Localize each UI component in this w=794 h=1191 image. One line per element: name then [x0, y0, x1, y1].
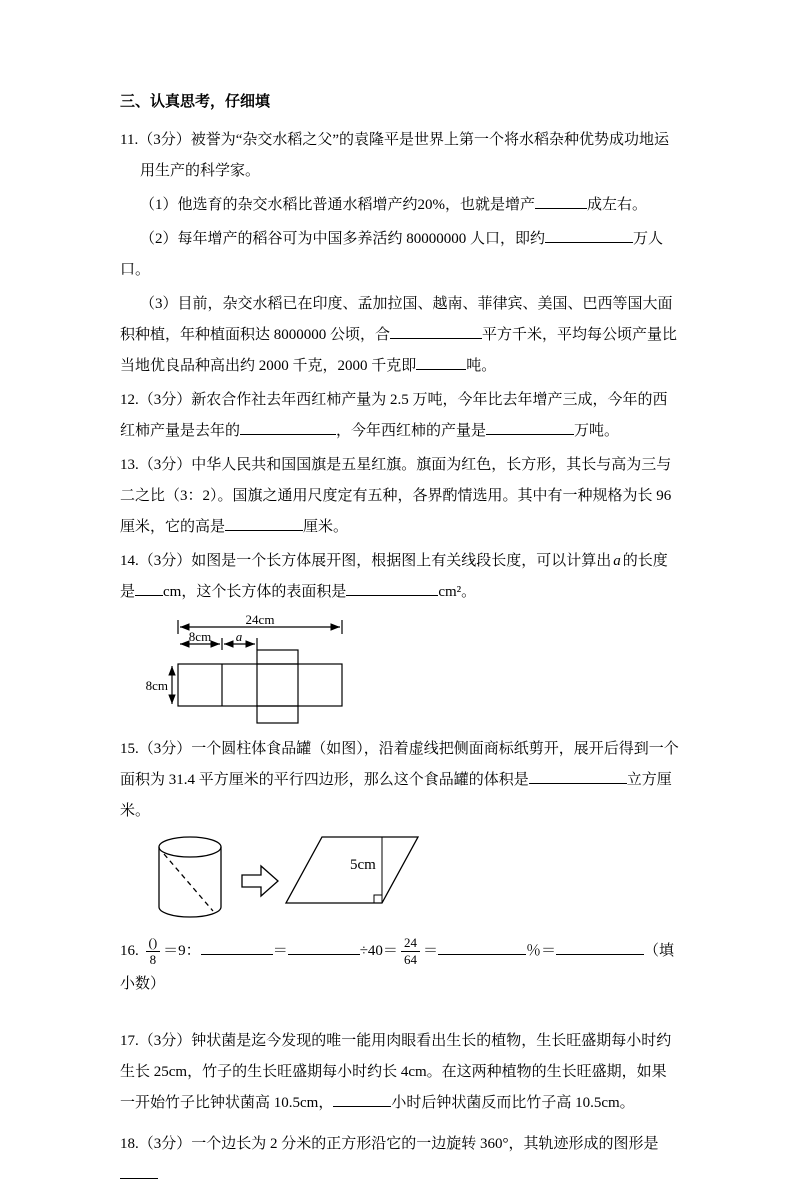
answer-blank	[135, 581, 163, 596]
question-13-text: 中华人民共和国国旗是五星红旗。旗面为红色，长方形，其长与高为三与二之比（3：2）。国旗之通用尺度定有五种，各界酌情选用。其中有一种规格为长 96 厘米，它的高是	[120, 457, 672, 535]
answer-blank	[346, 581, 438, 596]
question-12-text: 新农合作社去年西红柿产量为 2.5 万吨，今年比去年增产三成，今年的西红柿产量是去年的	[120, 392, 668, 439]
question-18-number: 18.（3分）	[120, 1135, 192, 1152]
cylinder-figure	[150, 831, 428, 931]
question-17-line	[120, 1026, 680, 1119]
question-11-sub3-mid: 平方千米，平均每公顷产量比当地优良品种高出约 2000 千克，2000 千克即	[120, 327, 678, 374]
dim-label-8cm-top: 8cm	[188, 629, 212, 644]
question-14-line	[120, 546, 680, 608]
question-12-tail: 万吨。	[574, 423, 620, 439]
answer-blank	[545, 228, 633, 243]
question-14-tail: cm²。	[438, 584, 477, 600]
q16-equals-1: ＝9：	[163, 943, 201, 960]
question-14-text: 如图是一个长方体展开图，根据图上有关线段长度，可以计算出	[191, 553, 612, 569]
question-13	[120, 450, 680, 543]
question-11-sub3	[120, 289, 680, 382]
question-14-mid2: cm，这个长方体的表面积是	[163, 584, 347, 600]
cylinder	[159, 837, 221, 917]
dim-label-24cm: 24cm	[245, 612, 275, 627]
question-15	[120, 734, 680, 931]
fraction-numerator: 24	[401, 935, 420, 952]
q16-divide-40: ÷40＝	[359, 943, 398, 960]
answer-blank	[416, 355, 466, 370]
answer-blank	[333, 1092, 391, 1107]
question-11-sub2	[120, 224, 680, 286]
box-net-figure	[138, 614, 354, 726]
question-11	[120, 125, 680, 382]
cut-dashed-line	[164, 854, 213, 911]
answer-blank	[529, 769, 627, 784]
question-16	[120, 935, 680, 1000]
question-12-mid: ，今年西红柿的产量是	[336, 423, 487, 439]
question-17-number: 17.（3分）	[120, 1032, 192, 1049]
question-16-number: 16.	[120, 943, 139, 960]
question-15-number: 15.（3分）	[120, 741, 192, 757]
q16-equals-3: ＝	[422, 943, 438, 960]
answer-blank	[240, 420, 336, 435]
question-15-text: 一个圆柱体食品罐（如图），沿着虚线把侧面商标纸剪开，展开后得到一个面积为 31.4 平方厘米的平行四边形，那么这个食品罐的体积是	[120, 741, 679, 788]
answer-blank	[201, 940, 273, 955]
question-12-number: 12.（3分）	[120, 392, 192, 408]
question-11-intro: 被誉为“杂交水稻之父”的袁隆平是世界上第一个将水稻杂种优势成功地运用生产的科学家。	[140, 132, 670, 179]
question-14-number: 14.（3分）	[120, 553, 192, 569]
fraction-24-over-64	[401, 935, 420, 969]
question-11-number: 11.（3分）	[120, 132, 191, 148]
question-18	[120, 1129, 680, 1191]
right-arrow-icon	[242, 866, 278, 896]
question-13-tail: 厘米。	[303, 519, 349, 535]
q16-percent-equals: ％＝	[525, 943, 556, 960]
fraction-numerator: ()	[146, 935, 161, 952]
answer-blank	[225, 516, 303, 531]
answer-blank	[390, 324, 482, 339]
fraction-denominator: 64	[403, 952, 417, 968]
dim-label-a: a	[235, 629, 243, 644]
question-11-sub2-text: （2）每年增产的稻谷可为中国多养活约 80000000 人口，即约	[140, 231, 546, 247]
right-angle-mark	[374, 895, 382, 903]
answer-blank	[438, 940, 526, 955]
answer-blank	[288, 940, 360, 955]
question-11-sub2-tail: 万人口。	[120, 231, 664, 278]
answer-blank	[556, 940, 644, 955]
question-11-sub1-tail: 成左右。	[587, 197, 648, 213]
answer-blank	[535, 194, 587, 209]
question-11-sub1-text: （1）他选育的杂交水稻比普通水稻增产约20%，也就是增产	[140, 197, 535, 213]
question-16-line	[120, 935, 680, 1000]
question-18-text: 一个边长为 2 分米的正方形沿它的一边旋转 360°，其轨迹形成的图形是	[191, 1135, 659, 1152]
question-17-tail: 小时后钟状菌反而比竹子高 10.5cm。	[391, 1094, 635, 1111]
question-14-mid1: 的长度是	[120, 553, 668, 600]
fraction-denominator: 8	[149, 952, 157, 968]
question-12	[120, 385, 680, 447]
fraction-blank-over-8	[146, 935, 161, 969]
section-header: 三、认真思考，仔细填	[120, 93, 271, 110]
q16-equals-2: ＝	[272, 943, 288, 960]
answer-blank	[120, 1164, 158, 1179]
question-17-text: 钟状菌是迄今发现的唯一能用肉眼看出生长的植物，生长旺盛期每小时约生长 25cm，竹子的生长旺盛期每小时约长 4cm。在这两种植物的生长旺盛期，如果一开始竹子比钟状菌高 10.5cm，	[120, 1032, 672, 1111]
parallelogram-height-label: 5cm	[350, 857, 376, 873]
q16-decimal-note: （填小数）	[120, 943, 674, 992]
question-11-sub1	[120, 190, 680, 221]
variable-a: a	[613, 553, 621, 569]
question-13-line	[120, 450, 680, 543]
question-13-number: 13.（3分）	[120, 457, 192, 473]
question-11-sub3-text: （3）目前，杂交水稻已在印度、孟加拉国、越南、菲律宾、美国、巴西等国大面积种植，年种植面积达 8000000 公顷，合	[120, 296, 673, 343]
question-14	[120, 546, 680, 726]
answer-blank	[486, 420, 574, 435]
question-18-line	[120, 1129, 680, 1191]
question-15-line	[120, 734, 680, 827]
question-17	[120, 1026, 680, 1119]
dim-label-8cm-left: 8cm	[145, 678, 168, 693]
question-11-intro-line	[120, 125, 680, 187]
question-15-tail: 立方厘米。	[120, 772, 672, 819]
question-11-sub3-tail: 吨。	[466, 358, 497, 374]
question-12-line	[120, 385, 680, 447]
